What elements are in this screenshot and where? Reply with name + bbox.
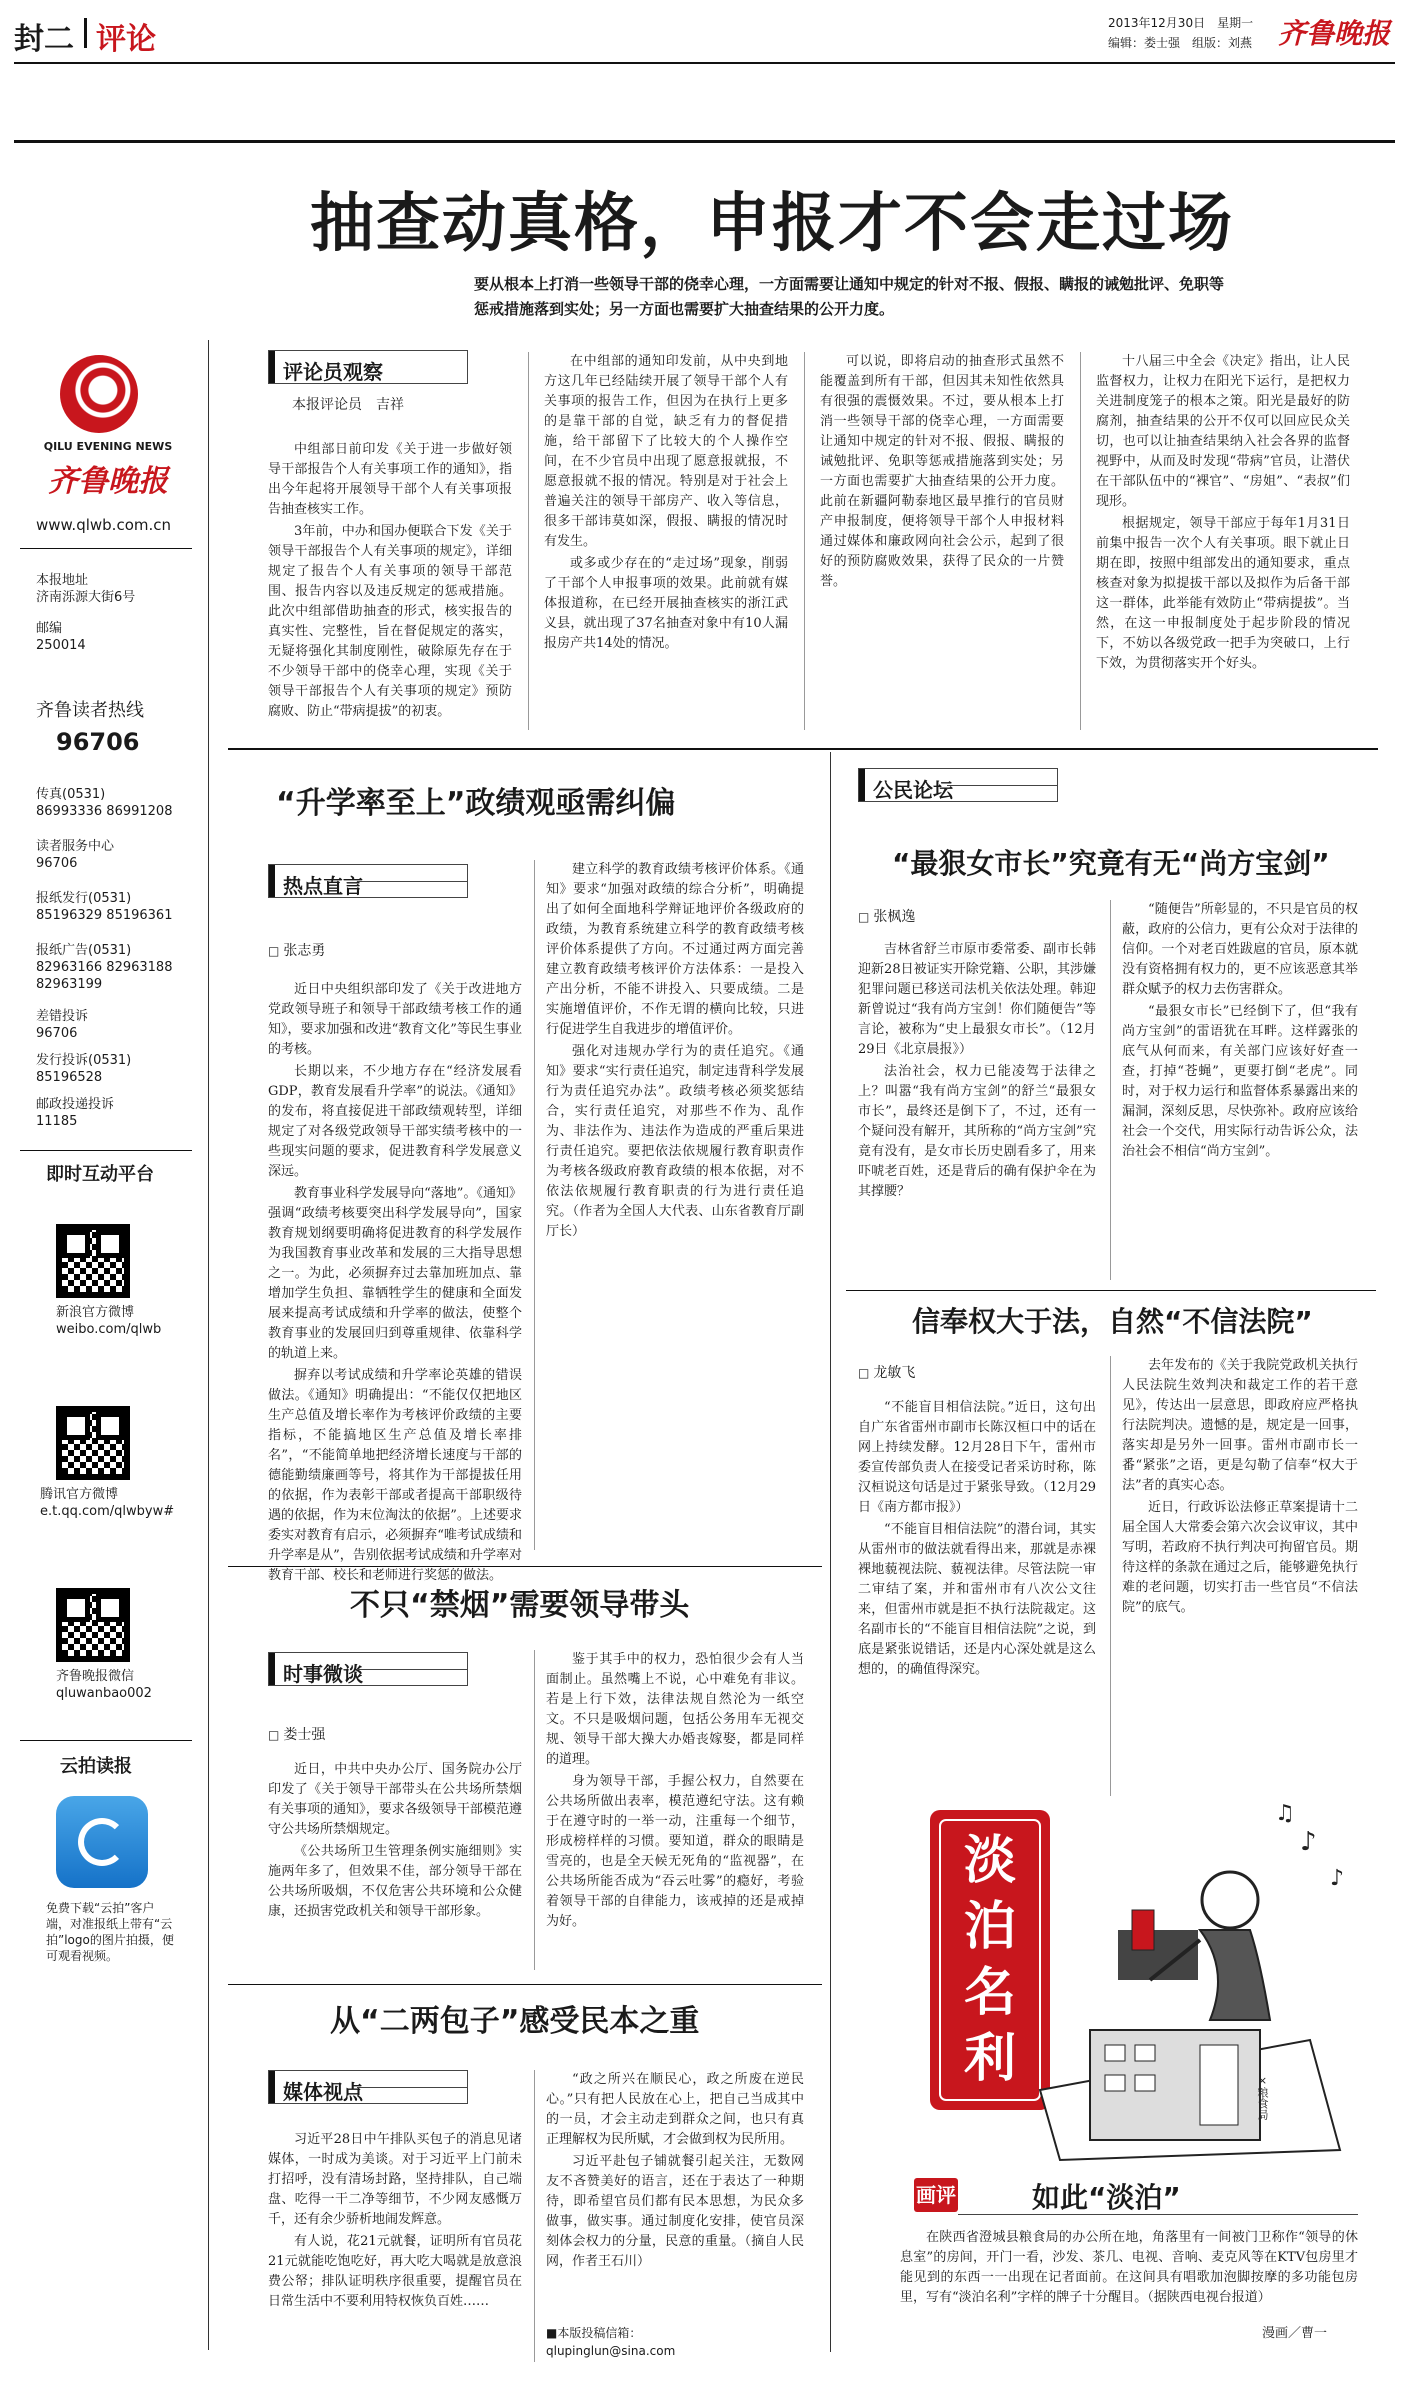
article1-byline: 本报评论员 吉祥 [292,397,404,413]
section-title: 评论 [96,22,156,57]
article1-col2: 在中组部的通知印发前，从中央到地方这几年已经陆续开展了领导干部个人有关事项的报告工作，但因为在执行上更多的是靠干部的自觉，缺乏有力的督促措施，给干部留下了比较大的个人操作空间，在不少官员中出现了愿意报就报，不愿意报就不报的情况。特别是对于社会上普遍关注的领导干部房产、收入等信息，很多干部讳莫如深，假报、瞒报的情况时有发生。 或多或少存在的“走过场”现象，削弱了干部个人申报事项的效果。此前就有媒体报道称，在已经开展抽查核实的浙江武义县，就出现了37名抽查对象中有10人漏报房产共14处的情况。 [544,354,788,651]
column-divider [1080,352,1081,730]
article3-byline: □ 娄士强 [268,1724,325,1744]
qr-code-weibo-icon[interactable] [56,1224,130,1298]
music-note-icon: ♪ [1300,1827,1317,1857]
column-divider [804,352,805,730]
header-brand: 齐鲁晚报 [1278,17,1391,50]
top-rule [14,140,1395,143]
wine-glass-icon [1132,1910,1154,1950]
column-divider [534,1650,535,1970]
article1-col3: 可以说，即将启动的抽查形式虽然不能覆盖到所有干部，但因其未知性依然具有很强的震慑效果。不过，要从根本上打消一些领导干部的侥幸心理，一方面需要让通知中规定的针对不报、假报、瞒报的诫勉批评、免职等惩戒措施落到实处；另一方面也需要扩大抽查结果的公开力度。此前在新疆阿勒泰地区最早推行的官员财产申报制度，便将领导干部个人申报材料通过媒体和廉政网向社会公示，起到了很好的预防腐败效果，获得了民众的一片赞誉。 [820,354,1064,589]
qr-label: 新浪官方微博 weibo.com/qlwb [56,1305,162,1337]
music-note-icon: ♪ [1330,1866,1345,1891]
article6-col2: 去年发布的《关于我院党政机关执行人民法院生效判决和裁定工作的若干意见》，传达出一层意思，即政府应严格执行法院判决。遗憾的是，规定是一回事，落实却是另外一回事。雷州市副市长一番“紧张”之语，更是勾勒了信奉“权大于法”者的真实心态。 近日，行政诉讼法修正草案提请十二届全国人大常委会第六次会议审议，其中写明，若政府不执行判决可拘留官员。期待这样的条款在通过之后，能够避免执行难的老问题，切实打击一些官员“不信法院”的底气。 [1122,1358,1358,1615]
contact-item: 发行投诉(0531) 85196528 [36,1053,132,1085]
article3-col1: 近日，中共中央办公厅、国务院办公厅印发了《关于领导干部带头在公共场所禁烟有关事项的通知》，要求各级领导干部模范遵守公共场所禁烟规定。 《公共场所卫生管理条例实施细则》实施两年多了，但效果不佳，部分领导干部在公共场所吸烟，不仅危害公共环境和公众健康，还损害党政机关和领导干部形象。 [268,1762,522,1919]
article4-title: 从“二两包子”感受民本之重 [330,2004,700,2039]
header-rule [14,62,1395,64]
column-divider [1110,1356,1111,1796]
contact-item: 邮政投递投诉 11185 [36,1097,115,1129]
cloud-desc: 免费下载“云拍”客户端，对准报纸上带有“云拍”logo的图片拍摄，便可观看视频。 [46,1901,174,1963]
hotline-label: 齐鲁读者热线 [36,700,144,721]
column-divider [1110,900,1111,1280]
official-figure-icon [1202,1872,1258,1928]
contact-item: 读者服务中心 96706 [36,839,115,871]
article4-col1: 习近平28日中午排队买包子的消息见诸媒体，一时成为美谈。对于习近平上门前未打招呼，没有清场封路，坚持排队，自己端盘、吃得一干二净等细节，不少网友感慨万千，还有余少骄析地闹发辉意。 有人说，花21元就餐，证明所有官员花21元就能吃饱吃好，再大吃大喝就是放意浪费公帑；排队证明秩序很重要，提醒官员在日常生活中不要利用特权恢负百姓…… [268,2132,522,2309]
qr-label: 齐鲁晚报微信 qluwanbao002 [56,1669,152,1701]
article5-col2: “随便告”所彰显的，不只是官员的权蔽，政府的公信力，更有公众对于法律的信仰。一个对老百姓跋扈的官员，原本就没有资格拥有权力的，更不应该恶意其举群众赋予的权力去伤害群众。 “最狠女市长”已经倒下了，但“我有尚方宝剑”的雷语犹在耳畔。这样露张的底气从何而来，有关部门应该好好查一查，打掉“苍蝇”，更要打倒“老虎”。同时，对于权力运行和监督体系暴露出来的漏洞，深刻反思，尽快弥补。政府应该给社会一个交代，用实际行动告诉公众，法治社会不相信“尚方宝剑”。 [1122,902,1358,1159]
article6-title: 信奉权大于法，自然“不信法院” [912,1305,1313,1338]
column-divider [528,352,529,730]
article2-byline: □ 张志勇 [268,940,325,960]
sidebar-rule [20,1150,192,1151]
contact-item: 传真(0531) 86993336 86991208 [36,787,173,819]
article4-col2: “政之所兴在顺民心，政之所废在逆民心。”只有把人民放在心上，把自己当成其中的一员，才会主动走到群众之间，也只有真正理解权为民所赋，才会做到权为民所用。 习近平赴包子铺就餐引起关注，无数网友不吝赞美好的语言，还在于表达了一种期待，即希望官员们都有民本思想，为民众多做事，做实事。通过制度化安排，使官员深刻体会权力的分量，民意的重量。（摘自人民网，作者王石川） [546,2072,804,2269]
editorial-cartoon [900,1790,1370,2160]
section-label: 封二 [14,22,74,57]
article1-col4: 十八届三中全会《决定》指出，让人民监督权力，让权力在阳光下运行，是把权力关进制度笼子的根本之策。阳光是最好的防腐剂，抽查结果的公开不仅可以回应民众关切，也可以让抽查结果纳入社会各界的监督视野中，从而及时发现“带病”官员，让潜伏在干部队伍中的“裸官”、“房姐”、“表叔”们现形。 根据规定，领导干部应于每年1月31日前集中报告一次个人有关事项。眼下就止日期在即，按照中组部发出的通知要求，重点核查对象为拟提拔干部以及拟作为后备干部这一群体，此举能有效防止“带病提拔”。当然，在这一申报制度处于起步阶段的情况下，不妨以各级党政一把手为突破口，上行下效，为贯彻落实开个好头。 [1096,354,1350,671]
contact-item: 报纸广告(0531) 82963166 82963188 82963199 [36,943,173,992]
section-rule [846,1290,1376,1291]
sidebar-divider [208,340,209,2350]
qr-label: 腾讯官方微博 e.t.qq.com/qlwbyw# [40,1487,175,1519]
column-header: 公民论坛 [858,768,1058,802]
section-rule [228,748,1378,750]
article3-title: 不只“禁烟”需要领导带头 [350,1588,690,1623]
article2-col2: 建立科学的教育政绩考核评价体系。《通知》要求“加强对政绩的综合分析”，明确提出了如何全面地科学辩证地评价各级政府的政绩，为教育系统建立科学的教育政绩考核评价体系提供了方向。不过通过两方面完善建立教育政绩考核评价方法体系：一是投入产出分析，不能不讲投入、只要成绩。二是实施增值评价，不作无谓的横向比较，只进行促进学生自我进步的增值评价。 强化对违规办学行为的责任追究。《通知》要求“实行责任追究，制定违背科学发展行为责任追究办法”。政绩考核必须奖惩结合，实行责任追究，对那些不作为、乱作为、非法作为、违法作为造成的严重后果进行责任追究。要把依法依规履行教育职责作为考核各级政府教育政绩的根本依据，对不依法依规履行教育职责的行为进行责任追究。（作者为全国人大代表、山东省教育厅副厅长） [546,862,804,1239]
logo-english: QILU EVENING NEWS [43,440,173,453]
column-divider [534,2070,535,2362]
headline-deck: 要从根本上打消一些领导干部的侥幸心理，一方面需要让通知中规定的针对不报、假报、瞒报的诫勉批评、免职等惩戒措施落到实处；另一方面也需要扩大抽查结果的公开力度。 [474,275,1225,318]
column-header: 评论员观察 [268,350,468,384]
cartoon-title: 如此“淡泊” [1032,2181,1181,2214]
qr-code-wechat-icon[interactable] [56,1588,130,1662]
website[interactable]: www.qlwb.com.cn [36,516,171,534]
article5-byline: □ 张枫逸 [858,906,915,926]
interactive-title: 即时互动平台 [46,1164,154,1185]
article2-title: “升学率至上”政绩观亟需纠偏 [276,786,676,821]
submission-email[interactable]: qlupinglun@sina.com [546,2344,676,2358]
article5-col1: 吉林省舒兰市原市委常委、副市长韩迎新28日被证实开除党籍、公职，其涉嫌犯罪问题已移送司法机关依法处理。韩迎新曾说过“我有尚方宝剑！你们随便告”等言论，被称为“史上最狠女市长”。（12月29日《北京晨报》） 法治社会，权力已能凌驾于法律之上？叫嚣“我有尚方宝剑”的舒兰“最狠女市长”，最终还是倒下了，不过，还有一个疑问没有解开，其所称的“尚方宝剑”究竟有没有，是女市长历史剧看多了，用来吓唬老百姓，还是背后的确有保护伞在为其撑腰？ [858,942,1096,1199]
hotline-number: 96706 [56,728,140,756]
cartoon-credit: 漫画／曹一 [1262,2326,1328,2341]
cartoon-caption: 在陕西省澄城县粮食局的办公所在地，角落里有一间被门卫称作“领导的休息室”的房间，开门一看，沙发、茶几、电视、音响、麦克风等在KTV包房里才能见到的东西一一出现在记者面前。在这间具有唱歌加泡脚按摩的多功能包房里，写有“淡泊名利”字样的牌子十分醒目。（据陕西电视台报道） [900,2230,1358,2305]
column-divider [534,860,535,1550]
sidebar-rule [20,548,192,549]
contact-item: 报纸发行(0531) 85196329 85196361 [36,891,173,923]
sidebar-rule [20,1740,192,1741]
section-divider [84,18,87,48]
header-editor: 编辑：娄士强 组版：刘燕 [1108,36,1253,50]
article3-col2: 鉴于其手中的权力，恐怕很少会有人当面制止。虽然嘴上不说，心中难免有非议。若是上行下效，法律法规自然沦为一纸空文。不只是吸烟问题，包括公务用车无视交规、领导干部大操大办婚丧嫁娶，都是同样的道理。 身为领导干部，手握公权力，自然要在公共场所做出表率，模范遵纪守法。这有赖于在遵守时的一举一动，注重每一个细节，形成榜样样的习惯。要知道，群众的眼睛是雪亮的，也是全天候无死角的“监视器”，在公共场所能否成为“吞云吐雾”的瘾好，考验着领导干部的自律能力，该戒掉的还是戒掉为好。 [546,1652,804,1929]
music-note-icon: ♫ [1275,1801,1295,1826]
submission-footer: ■本版投稿信箱： qlupinglun@sina.com [546,2326,676,2358]
logo-chinese: 齐鲁晚报 [48,464,168,499]
section-rule [228,1566,822,1567]
cartoon-sign: ×粮食局 [1256,2074,1269,2120]
section-rule [228,1984,822,1985]
article6-byline: □ 龙敏飞 [858,1362,915,1382]
postcode-block: 邮编 250014 [36,621,86,653]
article1-col1: 中组部日前印发《关于进一步做好领导干部报告个人有关事项工作的通知》，指出今年起将开展领导干部个人有关事项报告抽查核实工作。 3年前，中办和国办便联合下发《关于领导干部报告个人有关事项的规定》，详细规定了报告个人有关事项的领导干部范围、报告内容以及违反规定的惩戒措施。此次中组部借助抽查的形式，核实报告的真实性、完整性，旨在督促规定的落实，无疑将强化其制度刚性，破除原先存在于不少领导干部中的侥幸心理，实现《关于领导干部报告个人有关事项的规定》预防腐败、防止“带病提拔”的初衷。 [268,442,512,719]
cloud-app-icon[interactable] [56,1796,148,1888]
main-headline: 抽查动真格，申报才不会走过场 [310,187,1234,261]
column-header: 时事微谈 [268,1652,468,1686]
column-header: 媒体视点 [268,2070,468,2104]
cloud-title: 云拍读报 [60,1756,132,1777]
brand-logo-icon [60,355,138,433]
page-column-divider [830,752,831,2352]
article6-col1: “不能盲目相信法院。”近日，这句出自广东省雷州市副市长陈汉桓口中的话在网上持续发酵。12月28日下午，雷州市委宣传部负责人在接受记者采访时称，陈汉桓说这句话是过于紧张导致。（12月29日《南方都市报》） “不能盲目相信法院”的潜台词，其实从雷州市的做法就看得出来，那就是赤裸裸地藐视法院、藐视法律。尽管法院一审二审结了案，并和雷州市有八次公文往来，但雷州市就是拒不执行法院裁定。这名副市长的“不能盲目相信法院”之说，到底是紧张说错话，还是内心深处就是这么想的，的确值得深究。 [858,1400,1096,1677]
address-block: 本报地址 济南泺源大街6号 [36,573,136,605]
article5-title: “最狠女市长”究竟有无“尚方宝剑” [892,847,1330,880]
article2-col1: 近日中央组织部印发了《关于改进地方党政领导班子和领导干部政绩考核工作的通知》，要求加强和改进“教育文化”等民生事业的考核。 长期以来，不少地方存在“经济发展看GDP，教育发展看升学率”的说法。《通知》的发布，将直接促进干部政绩观转型，详细规定了对各级党政领导干部实绩考核中的一些现实问题的要求，促进教育科学发展意义深远。 教育事业科学发展导向“落地”。《通知》强调“政绩考核要突出科学发展导向”，国家教育规划纲要明确将促进教育的科学发展作为我国教育事业改革和发展的三大指导思想之一。为此，必须摒弃过去靠加班加点、靠增加学生负担、靠牺牲学生的健康和全面发展来提高考试成绩和升学率的做法，使整个教育事业的发展回归到尊重规律、依靠科学的轨道上来。 摒弃以考试成绩和升学率论英雄的错误做法。《通知》明确提出：“不能仅仅把地区生产总值及增长率作为考核评价政绩的主要指标，不能搞地区生产总值及增长率排名”，“不能简单地把经济增长速度与干部的德能勤绩廉画等号，将其作为干部提拔任用的依据，作为表彰干部或者提高干部职级待遇的依据，作为末位淘汰的依据”。上述要求委实对教育有启示，必须摒弃“唯考试成绩和升学率是从”，告别依据考试成绩和升学率对教育干部、校长和老师进行奖惩的做法。 [268,982,522,1583]
cartoon-tag: 画评 [914,2178,958,2212]
qr-code-tencent-icon[interactable] [56,1406,130,1480]
cartoon-banner-text: 淡泊名利 [963,1830,1016,2089]
header-date: 2013年12月30日 星期一 [1108,16,1254,30]
column-header: 热点直言 [268,864,468,898]
contact-item: 差错投诉 96706 [36,1009,89,1041]
